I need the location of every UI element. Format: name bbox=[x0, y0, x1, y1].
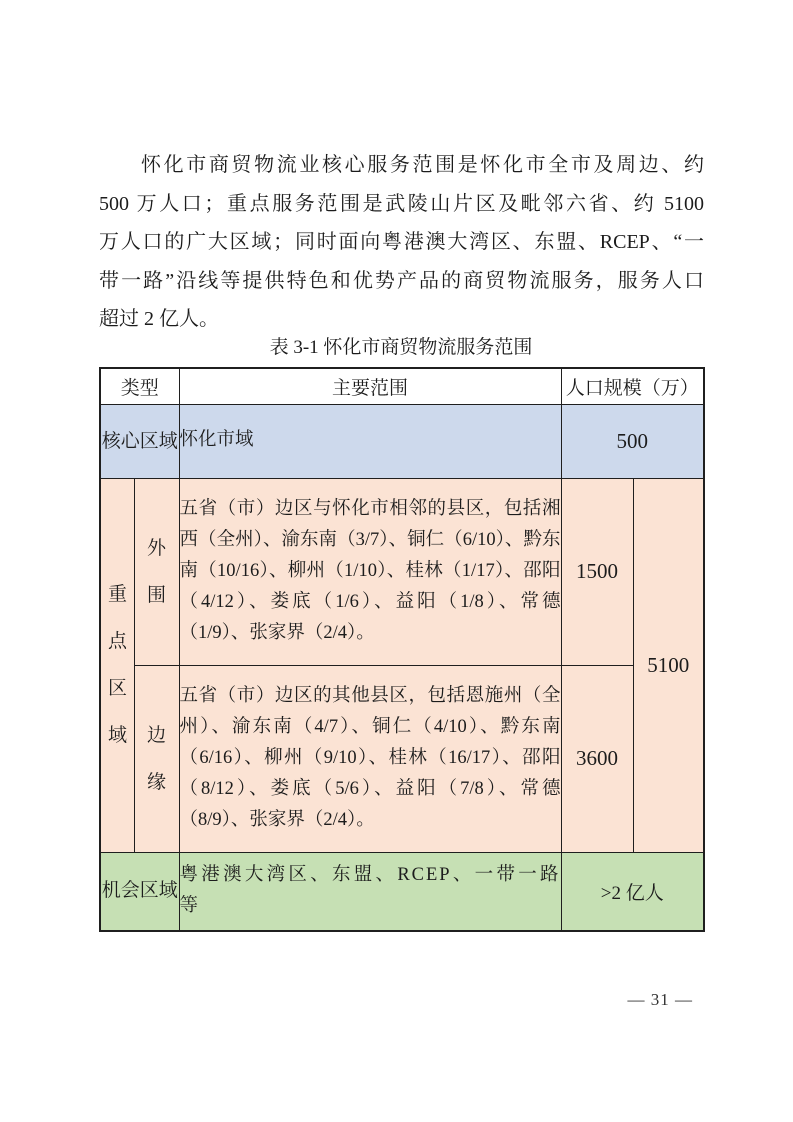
opportunity-region-type: 机会区域 bbox=[100, 852, 179, 931]
core-region-type: 核心区域 bbox=[100, 404, 179, 478]
paragraph-line: 怀化市商贸物流业核心服务范围是怀化市全市及周边、约 bbox=[141, 154, 704, 176]
table-caption: 表 3-1 怀化市商贸物流服务范围 bbox=[269, 337, 533, 358]
col-header-scope: 主要范围 bbox=[179, 368, 561, 404]
core-region-population: 500 bbox=[561, 404, 704, 478]
col-header-type: 类型 bbox=[100, 368, 179, 404]
service-scope-table bbox=[99, 367, 705, 932]
table-row-key-outer bbox=[100, 478, 704, 665]
core-region-scope: 怀化市域 bbox=[179, 404, 561, 478]
key-region-type: 重点区域 bbox=[100, 478, 134, 852]
key-outer-population: 1500 bbox=[561, 478, 633, 665]
key-outer-scope: 五省（市）边区与怀化市相邻的县区，包括湘西（全州）、渝东南（3/7）、铜仁（6/10）、黔东南（10/16）、柳州（1/10）、桂林（1/17）、邵阳（4/12）、娄底（1/6）、益阳（1/8）、常德（1/9）、张家界（2/4）。 bbox=[179, 478, 561, 665]
body-paragraph bbox=[99, 146, 704, 339]
opportunity-region-scope: 粤港澳大湾区、东盟、RCEP、一带一路等 bbox=[179, 852, 561, 931]
table-row-key-edge bbox=[100, 665, 704, 852]
paragraph-line: 超过 2 亿人。 bbox=[99, 308, 219, 331]
key-edge-subtype: 边缘 bbox=[134, 665, 179, 852]
page-number: — 31 — bbox=[627, 990, 693, 1009]
table-header-row bbox=[100, 368, 704, 404]
table-row-opportunity bbox=[100, 852, 704, 931]
key-edge-scope: 五省（市）边区的其他县区，包括恩施州（全州）、渝东南（4/7）、铜仁（4/10）、黔东南（6/16）、柳州（9/10）、桂林（16/17）、邵阳（8/12）、娄底（5/6）、益阳（7/8）、常德（8/9）、张家界（2/4）。 bbox=[179, 665, 561, 852]
paragraph-line: 500 万人口；重点服务范围是武陵山片区及毗邻六省、约 5100 bbox=[99, 192, 704, 215]
key-region-total-population: 5100 bbox=[633, 478, 704, 852]
opportunity-region-population: >2 亿人 bbox=[561, 852, 704, 931]
col-header-population: 人口规模（万） bbox=[561, 368, 704, 404]
table-row-core bbox=[100, 404, 704, 478]
paragraph-line: 万人口的广大区域；同时面向粤港澳大湾区、东盟、RCEP、“一 bbox=[99, 231, 704, 254]
key-edge-population: 3600 bbox=[561, 665, 633, 852]
key-outer-subtype: 外围 bbox=[134, 478, 179, 665]
paragraph-line: 带一路”沿线等提供特色和优势产品的商贸物流服务，服务人口 bbox=[99, 269, 704, 292]
